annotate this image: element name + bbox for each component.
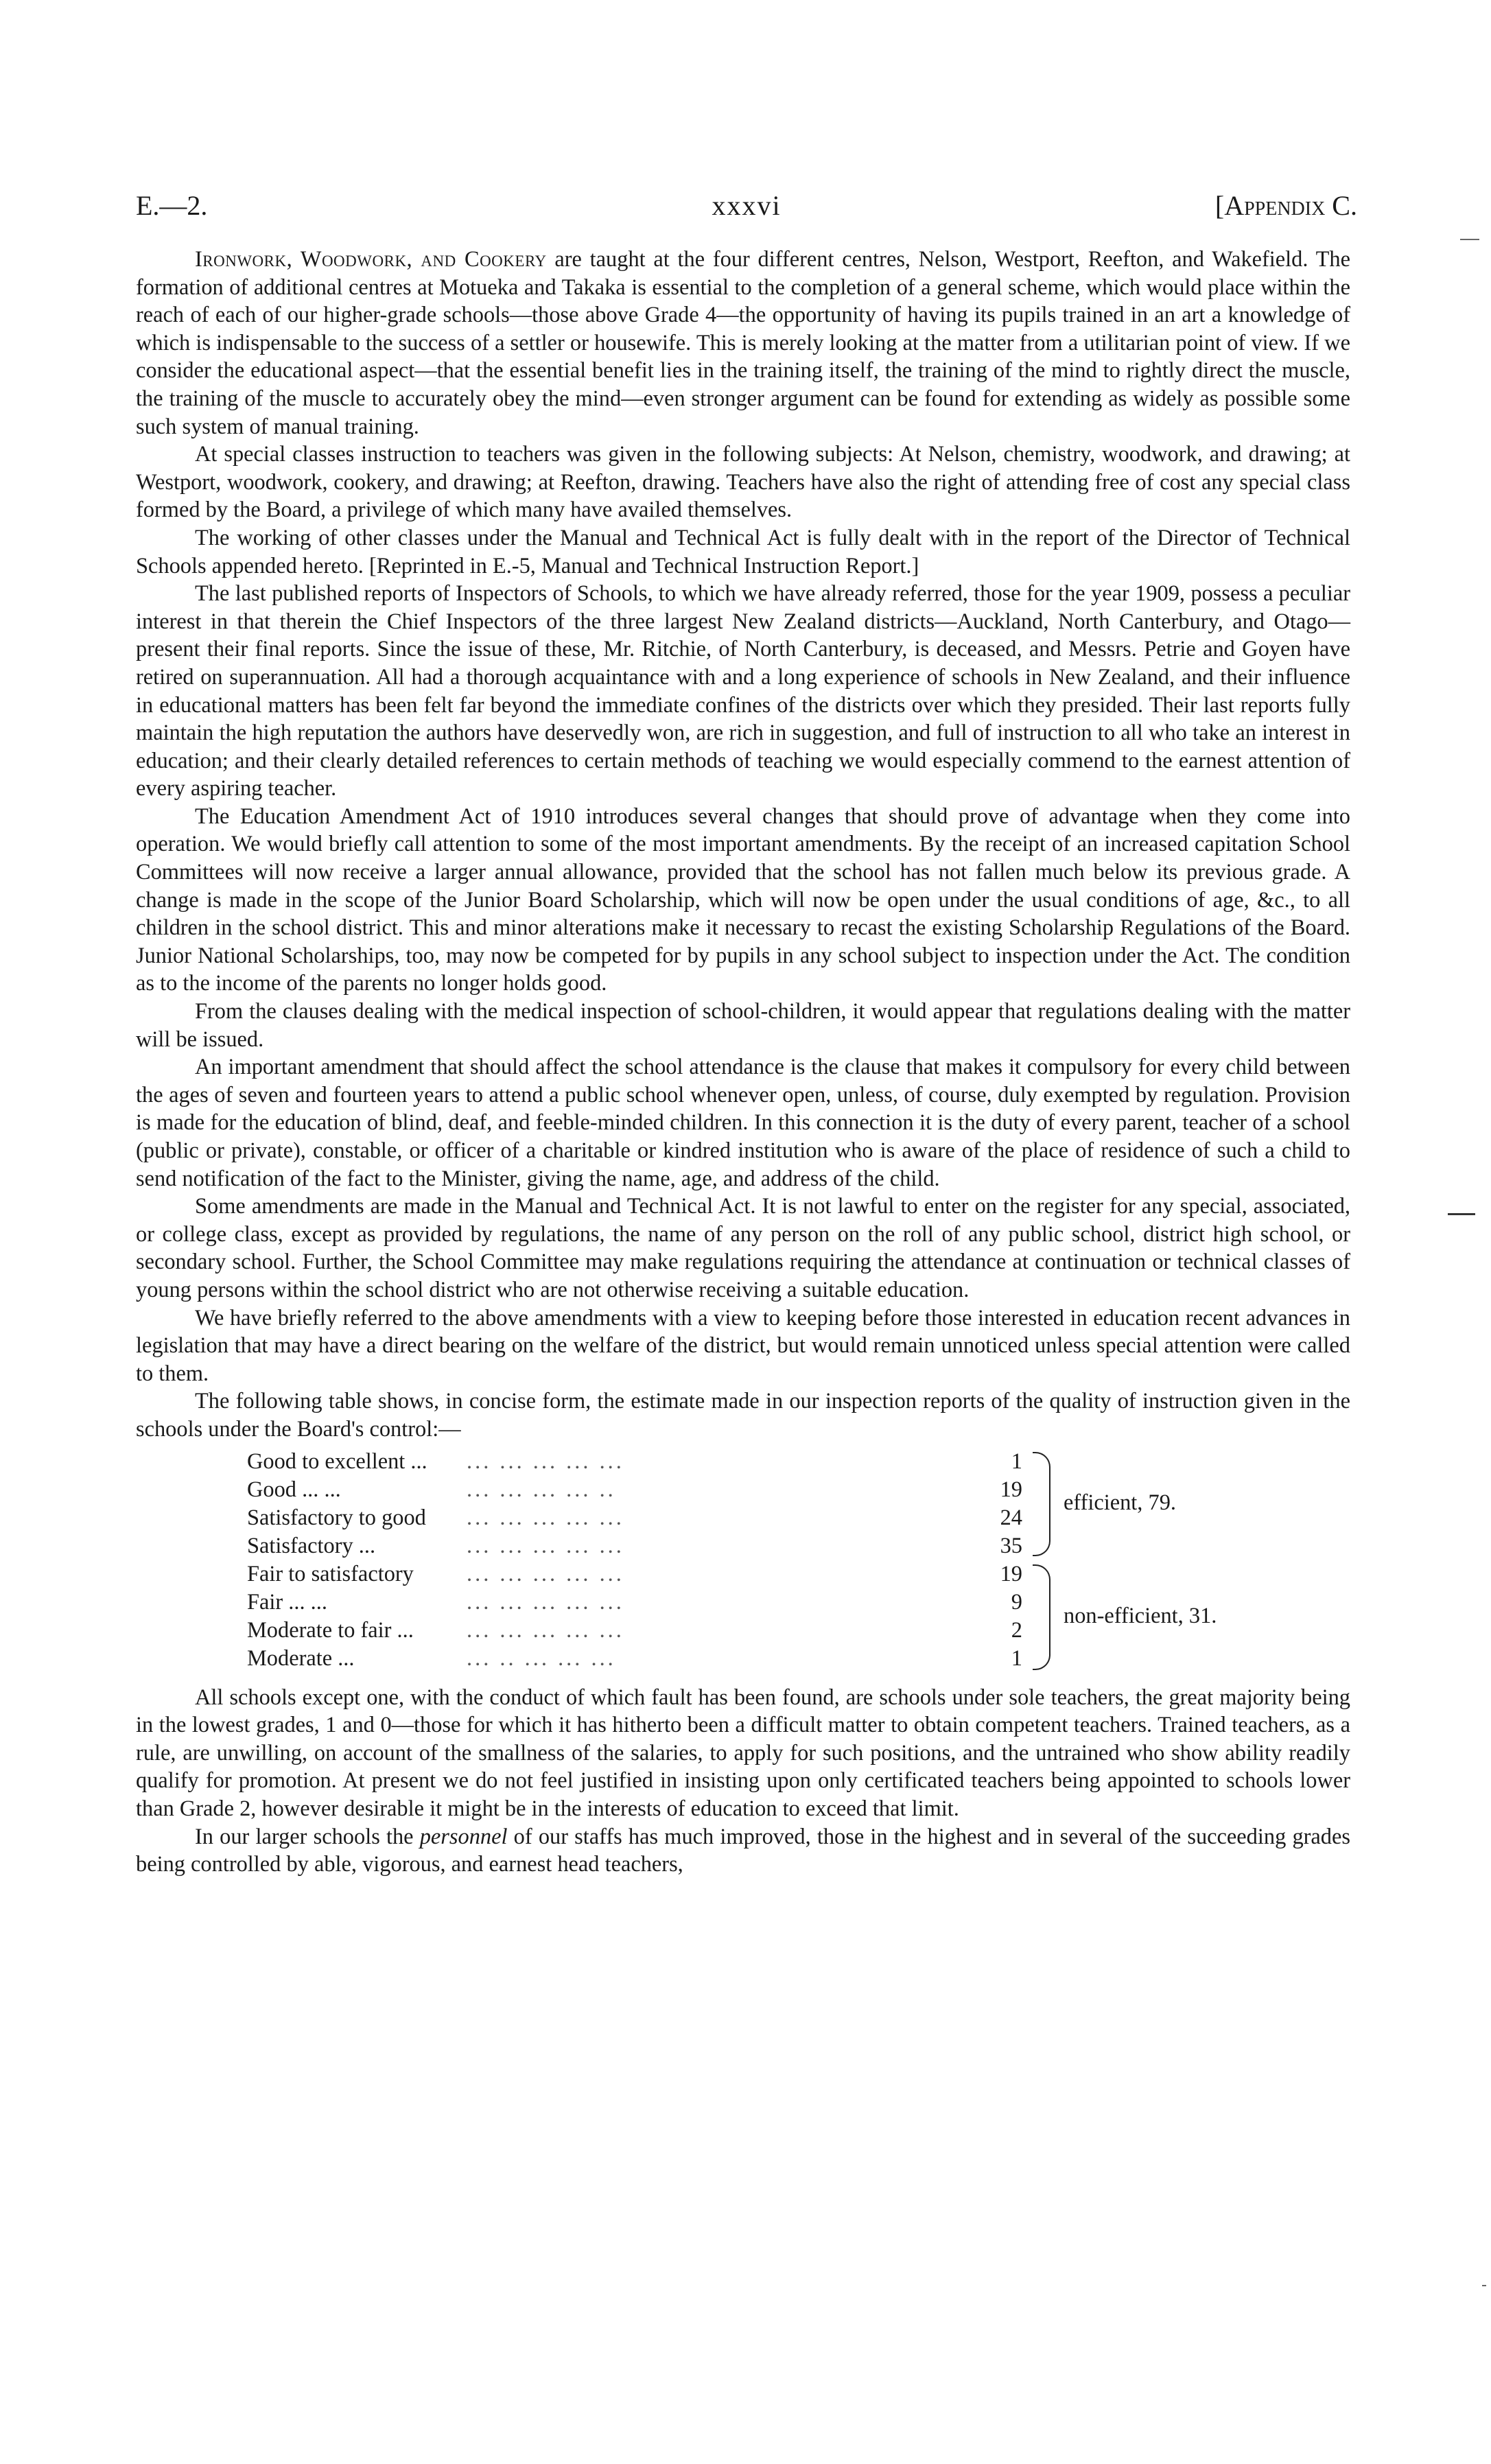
paragraph-inspectors-reports: The last published reports of Inspectors of Schools, to which we have already referred, those for the year 1909, possess a peculiar interest in that therein the Chief Inspectors of the three largest New Zealand districts—Auckland, North Canterbury, and Otago—present their final reports. Since the issue of these, Mr. Ritchie, of North Canterbury, is deceased, and Messrs. Petrie and Goyen have retired on superannuation. All had a thorough acquaintance with and a long experience of schools in New Zealand, and their influence in educational matters has been felt far beyond the immediate confines of the districts over which they presided. Their last reports fully maintain the high reputation the authors have deservedly won, are rich in suggestion, and full of instruction to all who take an interest in education; and their clearly detailed references to certain methods of teaching we would especially commend to the earnest attention of every aspiring teacher.	[136, 581, 1350, 801]
report-code: E.—2.	[136, 190, 208, 221]
appendix-title: Appendix C.	[1224, 190, 1357, 221]
paragraph-amendment-act: The Education Amendment Act of 1910 introduces several changes that should prove of advantage when they come into operation. We would briefly call attention to some of the most important amendments. By the receipt of an increased capitation School Committees will now receive a larger annual allowance, provided that the school has not fallen much below its previous grade. A change is made in the scope of the Junior Board Scholarship, which will now be open under the usual conditions of age, &c., to all children in the school district. This and minor alterations make it necessary to recast the existing Scholarship Regulations of the Board. Junior National Scholarships, too, may now be competed for by pupils in any school subject to inspection under the Act. The condition as to the income of the parents no longer holds good.	[136, 803, 1350, 996]
paragraph-legislation-summary: We have briefly referred to the above amendments with a view to keeping before those interested in education recent advances in legislation that may have a direct bearing on the welfare of the district, but would remain unnoticed unless special attention were called to them.	[136, 1305, 1350, 1386]
row-label: Satisfactory ...	[247, 1533, 376, 1558]
row-label: Moderate ...	[247, 1645, 355, 1671]
appendix-bracket: [	[1214, 190, 1225, 221]
row-label: Good ... ...	[247, 1477, 341, 1502]
table-row	[247, 1532, 1029, 1560]
paragraph-lead: Ironwork, Woodwork, and Cookery	[195, 247, 547, 272]
paragraph-manual-amendments: Some amendments are made in the Manual and Technical Act. It is not lawful to enter on the register for any special, associated, or college class, except as provided by regulations, the name of any person on the roll of any public school, district high school, or secondary school. Further, the School Committee may make regulations requiring the attendance at continuation or technical classes of young persons within the school district who are not otherwise receiving a suitable education.	[136, 1194, 1350, 1302]
efficient-brace	[1033, 1452, 1050, 1556]
paragraph-sole-teachers: All schools except one, with the conduct of which fault has been found, are schools under sole teachers, the great majority being in the lowest grades, 1 and 0—those for which it has hitherto been a difficult matter to obtain competent teachers. Trained teachers, as a rule, are unwilling, on account of the smallness of the salaries, to apply for such positions, and the untrained who show ability readily qualify for promotion. At present we do not feel justified in insisting upon only certificated teachers being appointed to schools lower than Grade 2, however desirable it might be in the interests of education to exceed that limit.	[136, 1685, 1350, 1821]
page-header	[136, 181, 1357, 229]
row-label: Good to excellent ...	[247, 1448, 427, 1474]
row-leader-dots: ... ... ... ... ...	[467, 1589, 624, 1615]
paragraph-special-classes: At special classes instruction to teachers was given in the following subjects: At Nelson, chemistry, woodwork, and drawing; at Westport, woodwork, cookery, and drawing; at Reefton, drawing. Teachers have also the right of attending free of cost any special class formed by the Board, a privilege of which many have availed themselves.	[136, 442, 1350, 523]
table-row	[247, 1560, 1029, 1588]
emphasis-personnel: personnel	[419, 1824, 508, 1849]
row-leader-dots: ... ... ... ... ...	[467, 1448, 624, 1474]
row-value: 1	[1011, 1448, 1022, 1474]
row-value: 24	[1000, 1505, 1022, 1530]
row-value: 1	[1011, 1645, 1022, 1671]
paragraph-personnel	[136, 1823, 1350, 1879]
paragraph-table-intro: The following table shows, in concise form, the estimate made in our inspection reports of the quality of instruction given in the schools under the Board's control:—	[136, 1389, 1350, 1442]
paragraph-text: are taught at the four different centres, Nelson, Westport, Reefton, and Wakefield. The formation of additional centres at Motueka and Takaka is essential to the completion of a general scheme, which would place within the reach of each of our higher-grade schools—those above Grade 4—the opportunity of having its pupils trained in an art a knowledge of which is indispensable to the success of a settler or housewife. This is merely looking at the matter from a utilitarian point of view. If we consider the educational aspect—that the essential benefit lies in the training itself, the training of the mind to rightly direct the muscle, the training of the muscle to accurately obey the mind—even stronger argument can be found for extending as widely as possible some such system of manual training.	[136, 247, 1350, 439]
paragraph-technical-act: The working of other classes under the Manual and Technical Act is fully dealt with in the report of the Director of Technical Schools appended hereto. [Reprinted in E.-5, Manual and Technical Instruction Report.]	[136, 525, 1350, 578]
row-leader-dots: ... ... ... ... ...	[467, 1561, 624, 1586]
page-number: xxxvi	[712, 190, 782, 221]
row-leader-dots: ... ... ... ... ...	[467, 1617, 624, 1643]
non-efficient-group-label: non-efficient, 31.	[1064, 1603, 1217, 1628]
paragraph-school-attendance: An important amendment that should affect the school attendance is the clause that makes it compulsory for every child between the ages of seven and fourteen years to attend a public school whenever open, unless, of course, duly exempted by regulation. Provision is made for the education of blind, deaf, and feeble-minded children. In this connection it is the duty of every parent, teacher of a school (public or private), constable, or officer of a charitable or kindred institution who is aware of the place of residence of such a child to send notification of the fact to the Minister, giving the name, age, and address of the child.	[136, 1055, 1350, 1191]
row-leader-dots: ... ... ... ... ...	[467, 1505, 624, 1530]
scan-edge-mark	[1460, 239, 1479, 240]
row-label: Fair to satisfactory	[247, 1561, 414, 1586]
scan-edge-mark	[1448, 1213, 1475, 1215]
quality-table	[247, 1448, 1276, 1674]
table-row	[247, 1645, 1029, 1673]
table-row	[247, 1588, 1029, 1617]
row-value: 2	[1011, 1617, 1022, 1643]
table-row	[247, 1617, 1029, 1645]
table-row	[247, 1504, 1029, 1532]
table-row	[247, 1448, 1029, 1476]
row-value: 9	[1011, 1589, 1022, 1615]
paragraph-medical-inspection: From the clauses dealing with the medical inspection of school-children, it would appear that regulations dealing with the matter will be issued.	[136, 999, 1350, 1052]
table-row	[247, 1476, 1029, 1504]
row-value: 19	[1000, 1561, 1022, 1586]
efficient-group-label: efficient, 79.	[1064, 1490, 1176, 1515]
paragraph-text-end: of our staffs has much improved, those in the highest and in several of the succeeding grades being controlled by able, vigorous, and earnest head teachers,	[136, 1824, 1350, 1877]
row-leader-dots: ... ... ... ... ..	[467, 1477, 616, 1502]
paragraph-text-start: In our larger schools the	[195, 1824, 420, 1849]
appendix-label	[1215, 189, 1357, 222]
row-leader-dots: ... .. ... ... ...	[467, 1645, 616, 1671]
non-efficient-brace	[1033, 1564, 1050, 1670]
body-text	[136, 246, 1350, 1879]
row-value: 19	[1000, 1477, 1022, 1502]
row-leader-dots: ... ... ... ... ...	[467, 1533, 624, 1558]
scan-edge-mark	[1482, 2285, 1486, 2286]
row-label: Satisfactory to good	[247, 1505, 426, 1530]
paragraph-manual-training	[136, 246, 1350, 441]
row-label: Fair ... ...	[247, 1589, 327, 1615]
row-label: Moderate to fair ...	[247, 1617, 414, 1643]
row-value: 35	[1000, 1533, 1022, 1558]
